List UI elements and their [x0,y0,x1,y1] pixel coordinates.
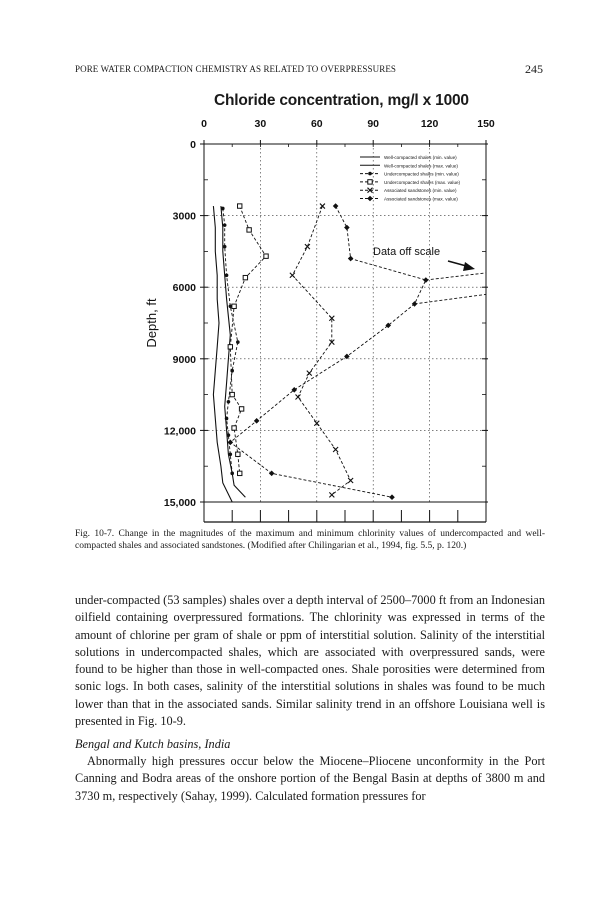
annotation-layer [373,246,486,304]
data-point [290,273,295,278]
chart-legend [360,155,461,202]
legend-label: Well-compacted shales (min. value) [384,155,457,160]
data-point [269,471,275,477]
data-point [264,254,268,258]
data-point [238,471,242,475]
legend-label: Associated sandstones (min. value) [384,188,457,194]
chloride-depth-chart [130,110,500,525]
data-point [228,440,234,446]
data-point [254,418,260,424]
data-point [247,228,251,232]
x-tick-label: 60 [310,118,323,130]
data-point [344,354,350,360]
data-point [227,433,231,437]
y-tick-label: 0 [190,139,196,151]
section-heading: Bengal and Kutch basins, India [75,737,231,751]
data-point [239,407,243,411]
y-tick-label: 12,000 [163,425,196,438]
legend-entry [360,155,457,160]
data-point [229,452,233,456]
data-point [223,245,227,249]
series-4 [228,204,268,476]
y-axis-label: Depth, ft [144,298,159,348]
legend-entry [360,188,457,194]
legend-entry [360,163,458,168]
data-point [243,275,247,279]
data-point [225,273,229,277]
data-point [236,452,240,456]
x-tick-label: 0 [201,118,207,130]
data-point [368,172,372,176]
series-line [292,206,350,495]
y-tick-label: 6000 [172,282,196,295]
section-paragraph: Abnormally high pressures occur below the Miocene–Pliocene unconformity in the Port Canning and Bodra areas of the onshore portion of the Bengal Basin at depths of 3800 m and 3730 m, respectively (Sahay, 1999). Calculated formation pressures for [75,754,545,803]
data-point [367,196,373,202]
legend-label: Undercompacted shales (max. value) [384,179,461,185]
data-point [238,204,242,208]
data-point [227,400,231,404]
legend-label: Undercompacted shales (min. value) [384,171,459,177]
data-point [348,478,353,483]
data-point [389,494,395,500]
data-point [232,304,236,308]
x-tick-label: 120 [420,118,439,130]
series-5 [290,204,353,498]
legend-entry [360,196,458,202]
data-point [232,426,236,430]
body-paragraph: under-compacted (53 samples) shales over a depth interval of 2500–7000 ft from an Indonesian oilfield containing overpressured formations. The chlorinity was expressed in terms of the amount of chlorine per gram of shale or ppm of interstitial solution. Salinity of the interstitial solutions in undercompacted shales, which are associated with overpressured sands, were found to be higher than those in well-compacted ones. Shale porosities were determined from sonic logs. In both cases, salinity of the interstitial solutions in shales was found to be much lower than that in the associated sands. Similar salinity trend in an offshore Louisiana well is presented in Fig. 10-9. [75,593,545,729]
x-tick-label: 30 [254,118,267,130]
off-scale-leader [426,273,486,280]
data-point [333,203,339,209]
data-point [223,223,227,227]
data-point [230,472,234,476]
data-point [329,492,334,497]
data-point [344,225,350,231]
x-tick-label: 150 [477,118,495,130]
y-tick-label: 15,000 [163,497,196,509]
data-point [236,340,240,344]
data-off-scale-label: Data off scale [373,246,441,258]
running-head [75,62,543,78]
data-point [225,417,229,421]
page-number: 245 [525,62,543,76]
caption-text: Change in the magnitudes of the maximum and minimum chlorinity values of undercompacted and well-compacted shales and associated sandstones. (Modified after Chilingarian et al., 1994, fig. 5.5, p. 120.) [75,529,545,551]
data-point [305,244,310,249]
running-title: PORE WATER COMPACTION CHEMISTRY AS RELATED TO OVERPRESSURES [75,64,397,74]
y-tick-label: 9000 [172,353,196,366]
legend-entry [360,172,459,177]
data-point [221,207,225,211]
body-text [75,592,545,730]
data-point [320,204,325,209]
data-point [230,392,234,396]
data-point [333,447,338,452]
data-off-scale-arrow-head [463,262,475,271]
data-point [348,256,354,262]
legend-entry [360,180,461,185]
y-tick-label: 3000 [172,210,196,223]
legend-label: Well-compacted shales (max. value) [384,163,458,169]
data-point [228,345,232,349]
figure-caption [75,528,545,552]
x-tick-label: 90 [367,118,380,130]
chart-title: Chloride concentration, mg/l x 1000 [214,92,469,109]
data-point [307,371,312,376]
caption-label: Fig. 10-7. [75,529,115,539]
legend-label: Associated sandstones (max. value) [384,196,458,202]
data-point [296,394,301,399]
data-point [368,180,372,184]
off-scale-leader [415,294,486,304]
axes-layer [144,118,495,522]
